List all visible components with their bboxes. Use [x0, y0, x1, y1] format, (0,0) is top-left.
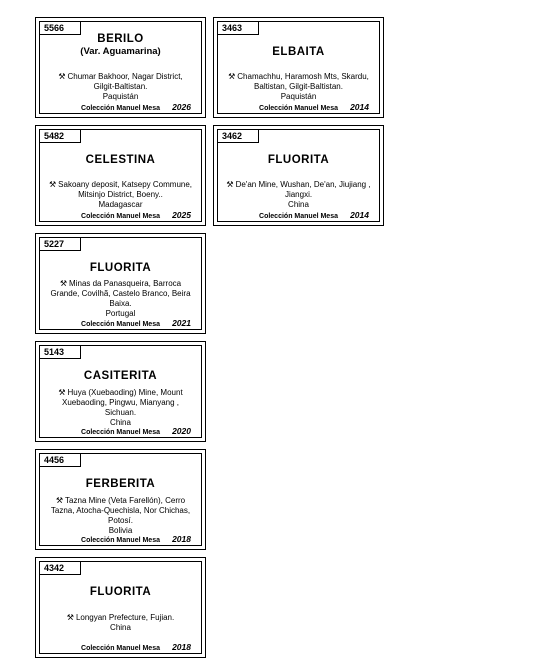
specimen-label: [213, 125, 384, 226]
locality-text: Xuebaoding, Pingwu, Mianyang ,: [62, 398, 179, 407]
locality-text: Paquistán: [280, 92, 317, 101]
locality: [46, 180, 195, 210]
pick-hammer-icon: ⚒: [228, 72, 236, 81]
locality-line: [224, 82, 373, 92]
mineral-variety: (Var. Aguamarina): [80, 46, 161, 57]
locality-line: [46, 623, 195, 633]
locality: [46, 613, 195, 633]
locality-line: [224, 92, 373, 102]
locality-text: China: [110, 623, 131, 632]
locality-line: [46, 289, 195, 299]
label-inner-frame: [217, 129, 380, 222]
label-inner-frame: [217, 21, 380, 114]
specimen-number: 5566: [39, 21, 81, 35]
specimen-number: 3462: [217, 129, 259, 143]
locality-text: Grande, Covilhã, Castelo Branco, Beira: [50, 289, 191, 298]
locality-text: Chamachhu, Haramosh Mts, Skardu,: [237, 72, 369, 81]
pick-hammer-icon: ⚒: [55, 496, 64, 505]
mineral-name: FLUORITA: [267, 154, 330, 166]
locality-text: Madagascar: [98, 200, 143, 209]
collection-name: Colección Manuel Mesa: [81, 105, 160, 112]
locality-line: [46, 496, 195, 506]
locality: [224, 180, 373, 210]
acquisition-year: 2026: [172, 102, 191, 112]
label-inner-frame: [39, 453, 202, 546]
label-inner-frame: [39, 345, 202, 438]
pick-hammer-icon: ⚒: [226, 180, 234, 189]
locality-text: Potosí.: [108, 516, 133, 525]
locality-text: Bolivia: [108, 526, 133, 535]
locality-line: [46, 506, 195, 516]
locality-text: Mitsinjo District, Boeny..: [78, 190, 163, 199]
specimen-label: [35, 449, 206, 550]
collection-name: Colección Manuel Mesa: [81, 537, 160, 544]
mineral-name: FLUORITA: [89, 586, 152, 598]
mineral-name: BERILO: [97, 33, 144, 45]
mineral-name: ELBAITA: [272, 46, 325, 58]
locality-line: [224, 72, 373, 82]
locality-line: [46, 388, 195, 398]
collection-name: Colección Manuel Mesa: [81, 321, 160, 328]
locality-text: Tazna, Atocha-Quechisla, Nor Chichas,: [50, 506, 191, 515]
locality-text: De'an Mine, Wushan, De'an, Jiujiang ,: [235, 180, 371, 189]
mineral-name: CELESTINA: [85, 154, 156, 166]
locality-text: Paquistán: [102, 92, 139, 101]
specimen-label: [35, 233, 206, 334]
locality-text: Portugal: [105, 309, 136, 318]
locality-line: [46, 398, 195, 408]
locality: [46, 279, 195, 319]
specimen-number: 5482: [39, 129, 81, 143]
locality-line: [224, 190, 373, 200]
locality-line: [46, 200, 195, 210]
locality-text: Huya (Xuebaoding) Mine, Mount: [67, 388, 183, 397]
locality-line: [46, 72, 195, 82]
locality-line: [46, 180, 195, 190]
specimen-label: [35, 341, 206, 442]
pick-hammer-icon: ⚒: [48, 180, 57, 189]
specimen-label: [35, 125, 206, 226]
collection-name: Colección Manuel Mesa: [81, 645, 160, 652]
locality-line: [224, 180, 373, 190]
locality-line: [46, 516, 195, 526]
locality-line: [46, 408, 195, 418]
specimen-label: [35, 557, 206, 658]
label-inner-frame: [39, 561, 202, 654]
mineral-name: FLUORITA: [89, 262, 152, 274]
specimen-number: 4342: [39, 561, 81, 575]
pick-hammer-icon: ⚒: [58, 72, 66, 81]
label-inner-frame: [39, 237, 202, 330]
acquisition-year: 2018: [172, 642, 191, 652]
locality-text: Minas da Panasqueira, Barroca: [69, 279, 182, 288]
acquisition-year: 2025: [172, 210, 191, 220]
locality-text: China: [110, 418, 131, 427]
acquisition-year: 2014: [350, 102, 369, 112]
locality: [46, 72, 195, 102]
label-inner-frame: [39, 21, 202, 114]
locality-line: [224, 200, 373, 210]
pick-hammer-icon: ⚒: [58, 388, 66, 397]
specimen-label: [35, 17, 206, 118]
locality-line: [46, 279, 195, 289]
locality-text: Longyan Prefecture, Fujian.: [75, 613, 175, 622]
specimen-number: 4456: [39, 453, 81, 467]
locality-text: Tazna Mine (Veta Farellón), Cerro: [65, 496, 186, 505]
locality: [46, 496, 195, 536]
specimen-label: [213, 17, 384, 118]
locality-text: Sichuan.: [104, 408, 137, 417]
locality-text: Jiangxi.: [284, 190, 313, 199]
acquisition-year: 2020: [172, 426, 191, 436]
locality-text: Chumar Bakhoor, Nagar District,: [67, 72, 183, 81]
mineral-name: FERBERITA: [85, 478, 156, 490]
locality-line: [46, 613, 195, 623]
specimen-number: 5227: [39, 237, 81, 251]
locality-line: [46, 82, 195, 92]
locality-line: [46, 92, 195, 102]
pick-hammer-icon: ⚒: [66, 613, 74, 622]
collection-name: Colección Manuel Mesa: [259, 213, 338, 220]
specimen-number: 5143: [39, 345, 81, 359]
acquisition-year: 2021: [172, 318, 191, 328]
mineral-name: CASITERITA: [83, 370, 158, 382]
locality: [224, 72, 373, 102]
pick-hammer-icon: ⚒: [59, 279, 68, 288]
locality-text: Baltistan, Gilgit-Baltistan.: [254, 82, 343, 91]
acquisition-year: 2018: [172, 534, 191, 544]
locality-line: [46, 190, 195, 200]
locality-text: Baixa.: [109, 299, 132, 308]
locality-line: [46, 299, 195, 309]
locality-text: China: [288, 200, 309, 209]
specimen-number: 3463: [217, 21, 259, 35]
label-inner-frame: [39, 129, 202, 222]
collection-name: Colección Manuel Mesa: [81, 213, 160, 220]
locality: [46, 388, 195, 428]
collection-name: Colección Manuel Mesa: [259, 105, 338, 112]
acquisition-year: 2014: [350, 210, 369, 220]
locality-text: Gilgit-Baltistan.: [93, 82, 148, 91]
locality-text: Sakoany deposit, Katsepy Commune,: [58, 180, 193, 189]
collection-name: Colección Manuel Mesa: [81, 429, 160, 436]
